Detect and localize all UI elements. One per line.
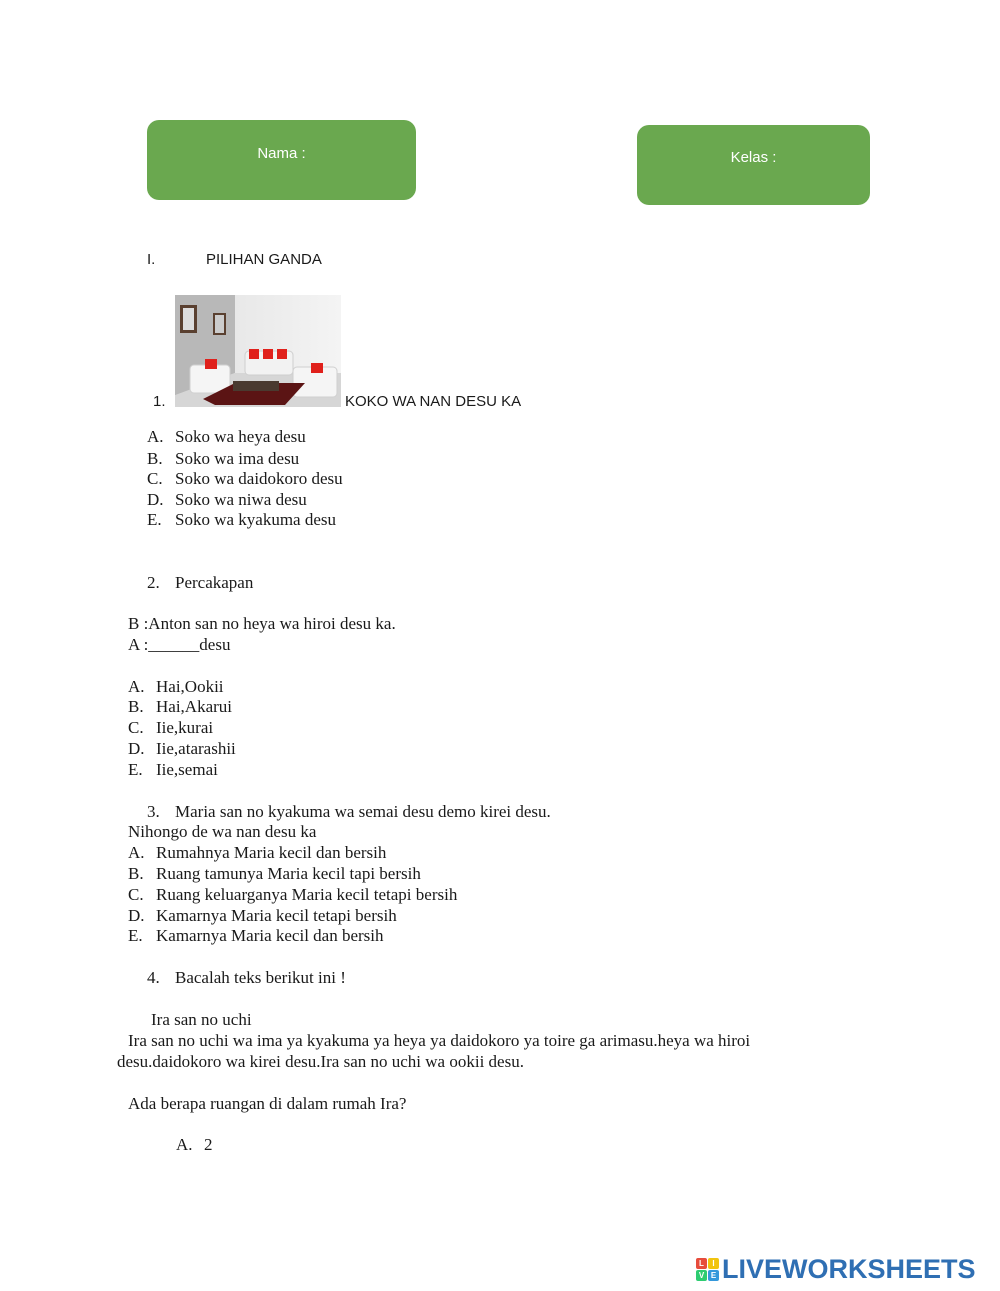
liveworksheets-logo: [696, 1254, 976, 1284]
section-number: I.: [147, 251, 156, 268]
logo-block-v: V: [696, 1270, 707, 1281]
q3-option-a[interactable]: A. Rumahnya Maria kecil dan bersih: [128, 843, 387, 862]
q2-option-b[interactable]: B. Hai,Akarui: [128, 697, 233, 716]
q2-option-e[interactable]: E. Iie,semai: [128, 760, 218, 779]
q4-option-a[interactable]: A. 2: [176, 1135, 213, 1154]
q2-line-a: A :______desu: [128, 635, 231, 654]
q2-line-b: B :Anton san no heya wa hiroi desu ka.: [128, 614, 396, 633]
nama-field[interactable]: [147, 120, 416, 200]
q3-option-d[interactable]: D. Kamarnya Maria kecil tetapi bersih: [128, 906, 397, 925]
kelas-field[interactable]: [637, 125, 870, 205]
q1-option-b[interactable]: B. Soko wa ima desu: [147, 449, 300, 468]
q2-heading: 2. Percakapan: [147, 573, 254, 592]
q1-prompt: KOKO WA NAN DESU KA: [345, 393, 522, 410]
q2-option-c[interactable]: C. Iie,kurai: [128, 718, 214, 737]
q3-option-e[interactable]: E. Kamarnya Maria kecil dan bersih: [128, 926, 384, 945]
logo-block-i: I: [708, 1258, 719, 1269]
q3-option-b[interactable]: B. Ruang tamunya Maria kecil tapi bersih: [128, 864, 421, 883]
kelas-label: Kelas :: [730, 149, 777, 166]
q3-heading: 3. Maria san no kyakuma wa semai desu demo kirei desu.: [147, 802, 551, 821]
living-room-illustration: [175, 295, 341, 407]
q2-option-d[interactable]: D. Iie,atarashii: [128, 739, 236, 758]
q4-question: Ada berapa ruangan di dalam rumah Ira?: [128, 1094, 407, 1113]
q1-option-d[interactable]: D. Soko wa niwa desu: [147, 490, 307, 509]
q3-option-c[interactable]: C. Ruang keluarganya Maria kecil tetapi bersih: [128, 885, 458, 904]
nama-label: Nama :: [257, 145, 306, 162]
q4-passage-line-2: desu.daidokoro wa kirei desu.Ira san no uchi wa ookii desu.: [117, 1052, 524, 1071]
q4-passage-line-1: Ira san no uchi wa ima ya kyakuma ya heya ya daidokoro ya toire ga arimasu.heya wa hiroi: [128, 1031, 751, 1050]
logo-text: LIVEWORKSHEETS: [722, 1253, 976, 1284]
q4-passage-title: Ira san no uchi: [151, 1010, 252, 1029]
logo-block-e: E: [708, 1270, 719, 1281]
logo-blocks-icon: [696, 1258, 719, 1281]
q3-sub: Nihongo de wa nan desu ka: [128, 822, 317, 841]
q2-option-a[interactable]: A. Hai,Ookii: [128, 677, 224, 696]
q1-number: 1.: [153, 393, 166, 410]
q1-option-c[interactable]: C. Soko wa daidokoro desu: [147, 469, 343, 488]
q1-option-a[interactable]: A. Soko wa heya desu: [147, 427, 306, 446]
living-room-photo: [175, 295, 341, 407]
section-title: PILIHAN GANDA: [206, 251, 322, 268]
q4-heading: 4. Bacalah teks berikut ini !: [147, 968, 346, 987]
q1-option-e[interactable]: E. Soko wa kyakuma desu: [147, 510, 337, 529]
logo-block-l: L: [696, 1258, 707, 1269]
